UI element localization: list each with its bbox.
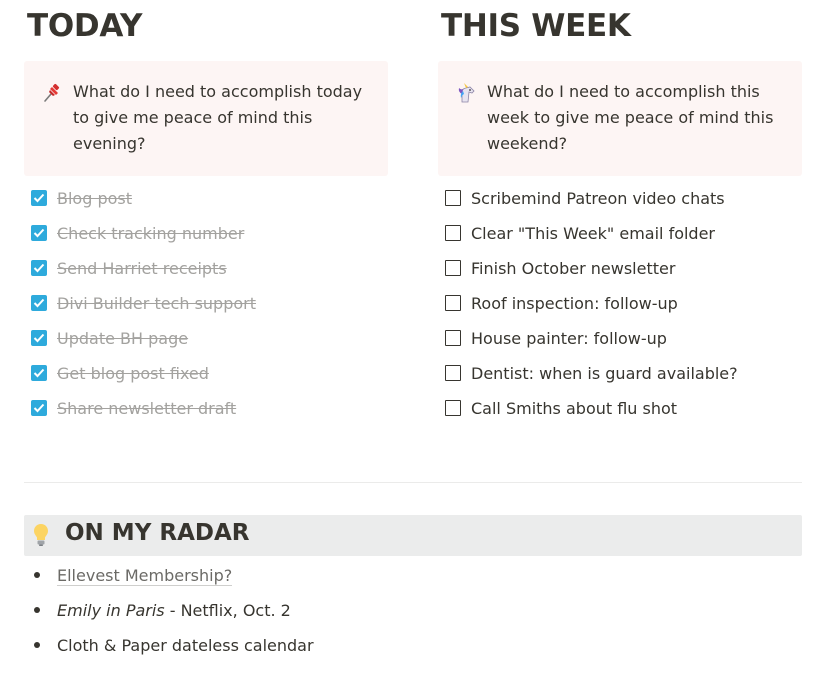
todo-item[interactable] <box>24 396 236 420</box>
todo-item[interactable] <box>24 221 244 245</box>
todo-label[interactable]: Check tracking number <box>57 223 245 243</box>
todo-item[interactable] <box>24 256 227 280</box>
bullet-text[interactable] <box>57 601 291 620</box>
checkbox-checked[interactable] <box>31 365 47 381</box>
radar-heading-bar <box>24 515 802 556</box>
pushpin-icon[interactable] <box>40 81 64 105</box>
todo-label[interactable]: House painter: follow-up <box>471 328 667 348</box>
list-item <box>34 633 314 657</box>
checkmark-icon <box>33 403 45 413</box>
checkbox-unchecked[interactable] <box>445 365 461 381</box>
todo-item[interactable] <box>438 396 677 420</box>
todo-item[interactable] <box>438 326 667 350</box>
show-title: Emily in Paris <box>57 600 165 620</box>
todo-label[interactable]: Divi Builder tech support <box>57 293 257 313</box>
checkbox-checked[interactable] <box>31 330 47 346</box>
week-callout-text[interactable]: What do I need to accomplish this week to give me peace of mind this weekend? <box>487 82 774 153</box>
todo-item[interactable] <box>24 361 209 385</box>
todo-item[interactable] <box>438 256 675 280</box>
checkmark-icon <box>33 193 45 203</box>
today-callout <box>24 61 388 176</box>
checkbox-checked[interactable] <box>31 260 47 276</box>
checkbox-unchecked[interactable] <box>445 295 461 311</box>
todo-item[interactable] <box>24 291 256 315</box>
todo-label[interactable]: Finish October newsletter <box>471 258 676 278</box>
checkbox-unchecked[interactable] <box>445 330 461 346</box>
checkmark-icon <box>33 228 45 238</box>
checkmark-icon <box>33 368 45 378</box>
todo-label[interactable]: Roof inspection: follow-up <box>471 293 678 313</box>
checkbox-checked[interactable] <box>31 225 47 241</box>
checkbox-unchecked[interactable] <box>445 260 461 276</box>
lightbulb-icon <box>32 522 50 548</box>
todo-item[interactable] <box>438 361 738 385</box>
todo-label[interactable]: Share newsletter draft <box>57 398 237 418</box>
today-callout-text[interactable]: What do I need to accomplish today to give me peace of mind this evening? <box>73 82 363 153</box>
today-heading: TODAY <box>27 8 143 44</box>
week-callout <box>438 61 802 176</box>
todo-label[interactable]: Update BH page <box>57 328 189 348</box>
todo-label[interactable]: Get blog post fixed <box>57 363 209 383</box>
checkmark-icon <box>33 298 45 308</box>
section-divider <box>24 482 802 483</box>
checkbox-unchecked[interactable] <box>445 190 461 206</box>
todo-label[interactable]: Clear "This Week" email folder <box>471 223 716 243</box>
todo-item[interactable] <box>24 186 132 210</box>
list-item <box>34 563 232 587</box>
unicorn-icon[interactable] <box>454 81 478 105</box>
radar-heading: ON MY RADAR <box>65 520 250 546</box>
todo-item[interactable] <box>438 221 715 245</box>
checkbox-unchecked[interactable] <box>445 400 461 416</box>
todo-item[interactable] <box>438 291 678 315</box>
bullet-dot <box>34 642 40 648</box>
bullet-text[interactable]: Cloth & Paper dateless calendar <box>57 635 314 655</box>
bullet-text <box>57 566 232 585</box>
checkbox-checked[interactable] <box>31 190 47 206</box>
todo-item[interactable] <box>24 326 188 350</box>
todo-label[interactable]: Blog post <box>57 188 133 208</box>
todo-item[interactable] <box>438 186 725 210</box>
week-heading: THIS WEEK <box>441 8 631 44</box>
todo-label[interactable]: Send Harriet receipts <box>57 258 227 278</box>
checkbox-unchecked[interactable] <box>445 225 461 241</box>
todo-label[interactable]: Dentist: when is guard available? <box>471 363 738 383</box>
todo-label[interactable]: Scribemind Patreon video chats <box>471 188 725 208</box>
list-item <box>34 598 291 622</box>
checkbox-checked[interactable] <box>31 400 47 416</box>
checkmark-icon <box>33 263 45 273</box>
checkbox-checked[interactable] <box>31 295 47 311</box>
radar-link[interactable]: Ellevest Membership? <box>57 565 233 585</box>
show-detail: - Netflix, Oct. 2 <box>164 600 291 620</box>
checkmark-icon <box>33 333 45 343</box>
bullet-dot <box>34 607 40 613</box>
todo-label[interactable]: Call Smiths about flu shot <box>471 398 678 418</box>
bullet-dot <box>34 572 40 578</box>
